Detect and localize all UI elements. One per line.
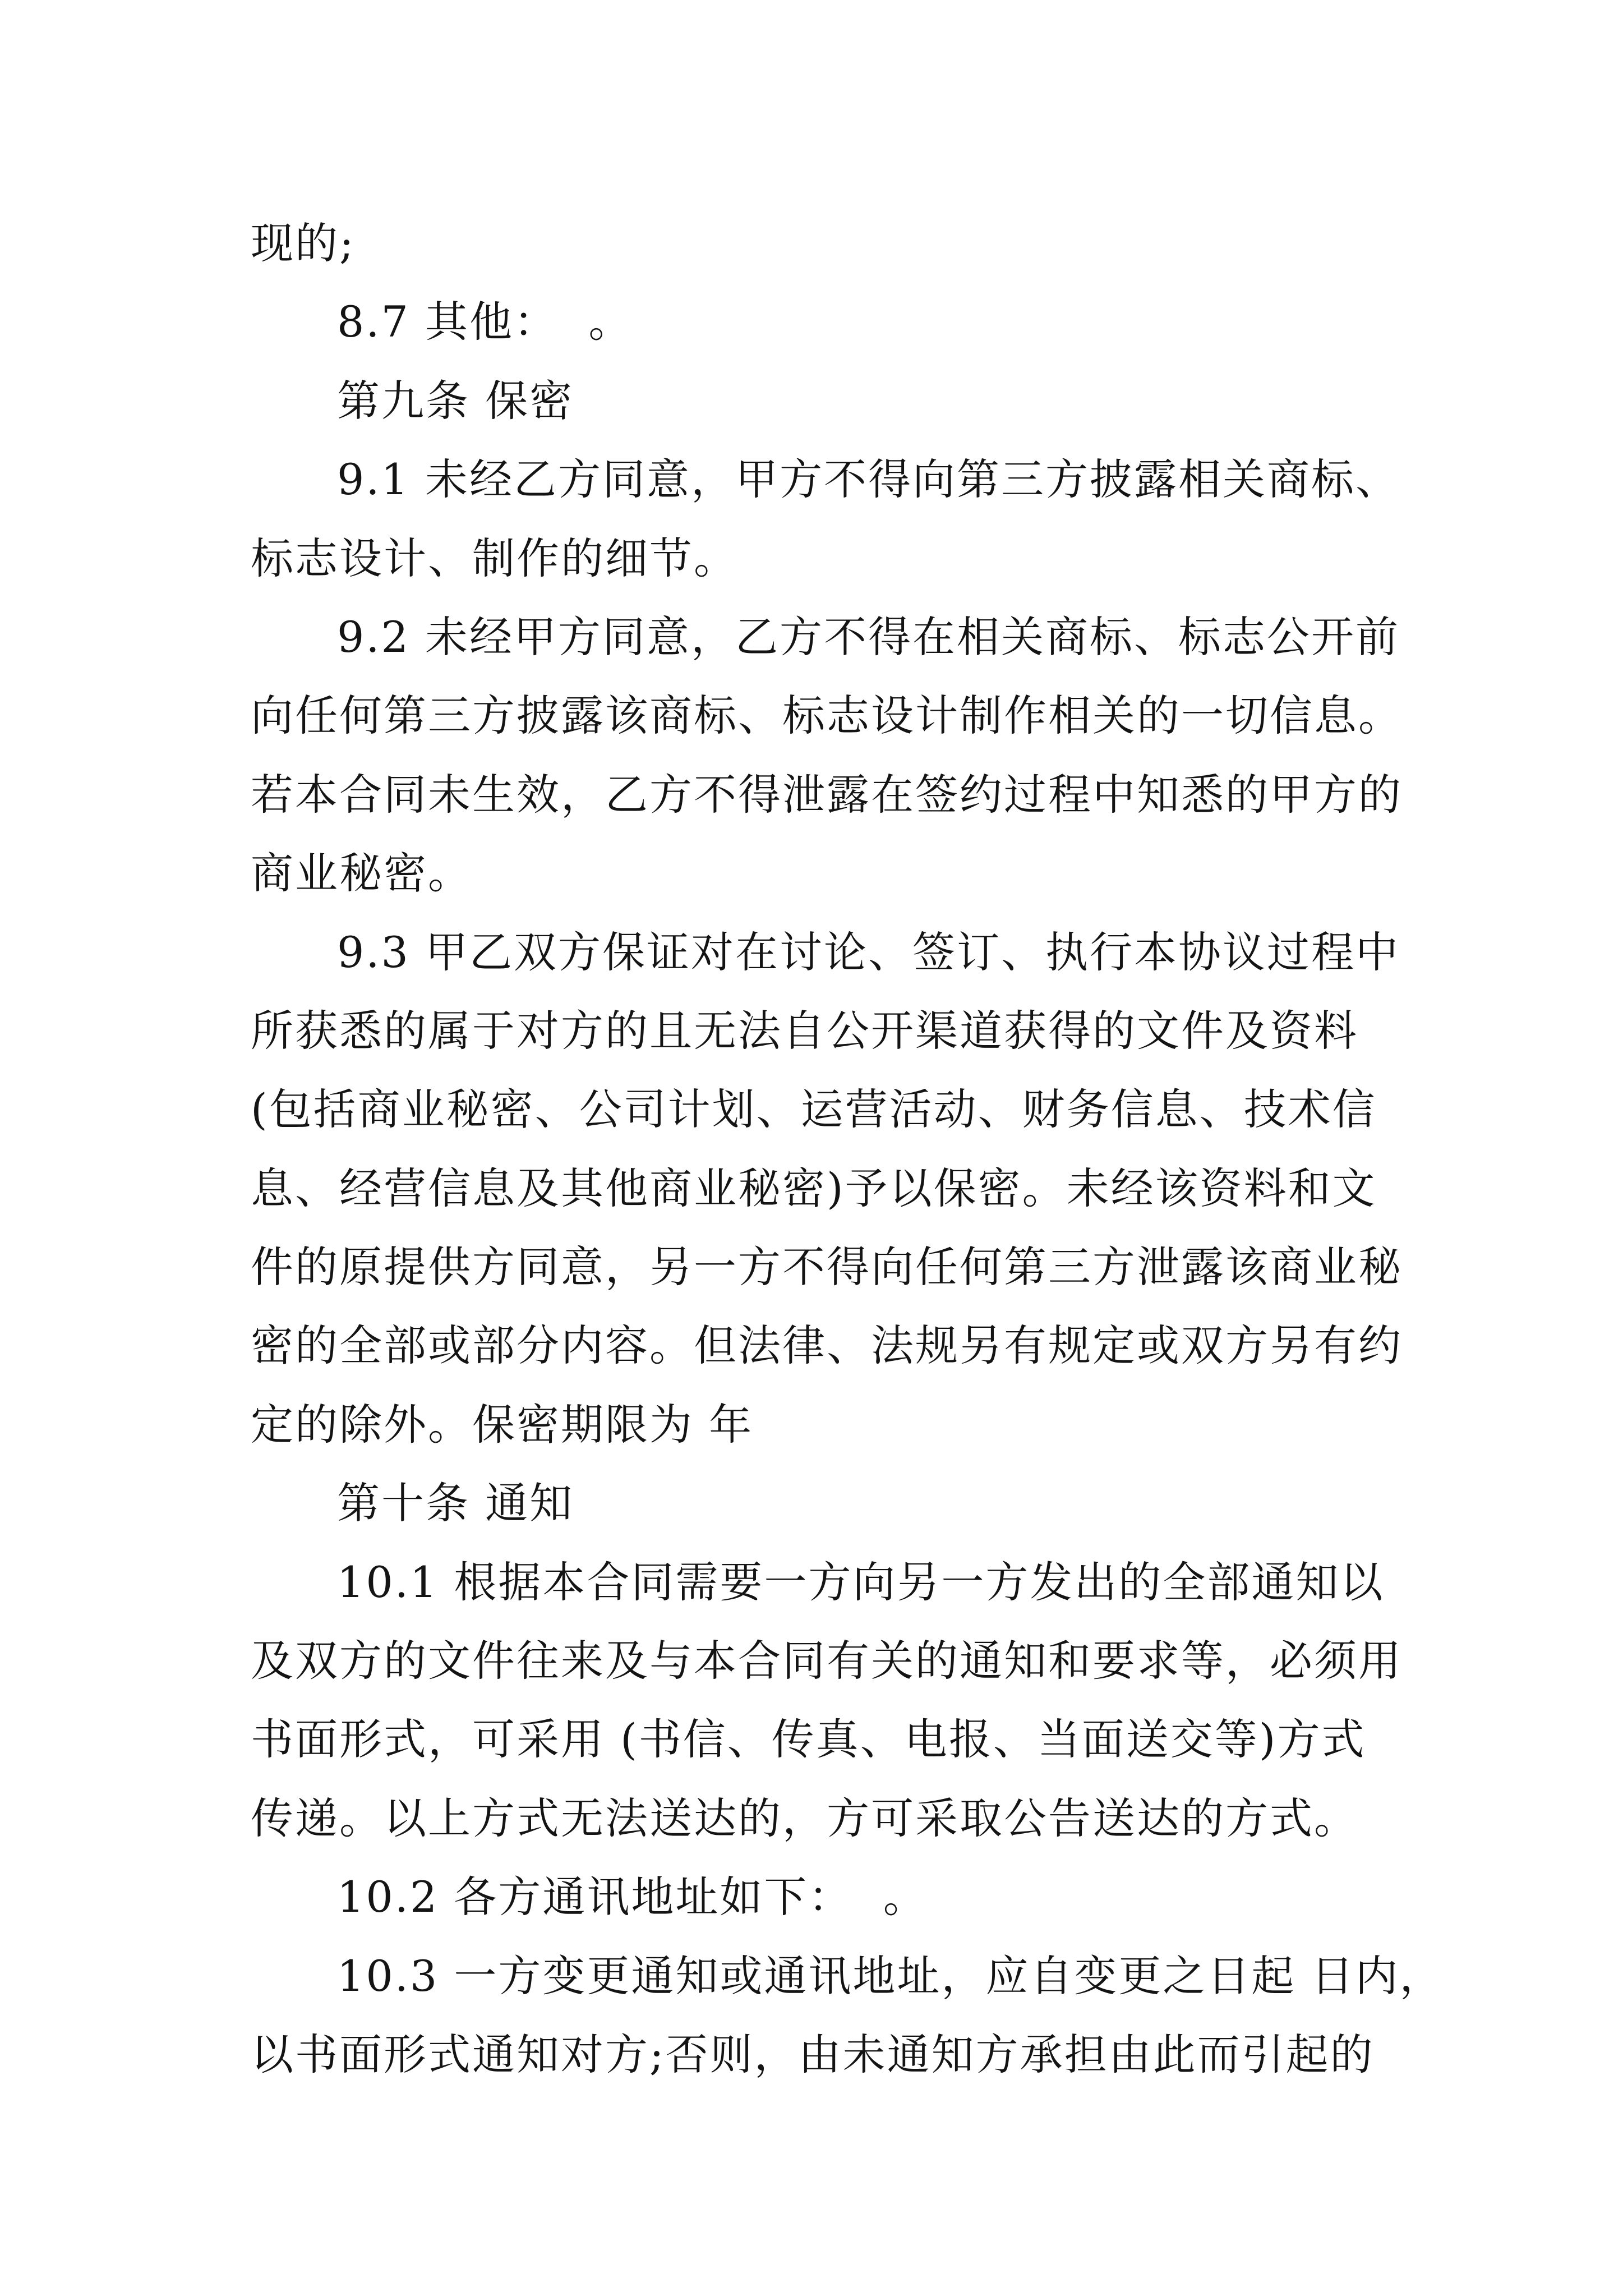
paragraph-line: 向任何第三方披露该商标、标志设计制作相关的一切信息。 [251, 691, 1403, 741]
paragraph-line: 以书面形式通知对方;否则，由未通知方承担由此而引起的 [251, 2029, 1375, 2079]
paragraph-line: 及双方的文件往来及与本合同有关的通知和要求等，必须用 [251, 1636, 1403, 1686]
clause-line: 8.7 其他： 。 [337, 297, 633, 347]
clause-line: 10.1 根据本合同需要一方向另一方发出的全部通知以 [337, 1557, 1385, 1607]
paragraph-line: 息、经营信息及其他商业秘密)予以保密。未经该资料和文 [251, 1163, 1377, 1213]
section-heading: 第十条 通知 [337, 1478, 574, 1529]
clause-line: 10.3 一方变更通知或通讯地址，应自变更之日起 日内， [337, 1950, 1444, 2001]
paragraph-line: 若本合同未生效，乙方不得泄露在签约过程中知悉的甲方的 [251, 769, 1403, 820]
paragraph-line: 现的; [251, 218, 356, 268]
document-body [251, 204, 1444, 2094]
clause-line: 9.1 未经乙方同意，甲方不得向第三方披露相关商标、 [337, 454, 1400, 505]
clause-line: 9.3 甲乙双方保证对在讨论、签订、执行本协议过程中 [337, 927, 1400, 977]
clause-line: 10.2 各方通讯地址如下： 。 [337, 1872, 928, 1922]
paragraph-line: 所获悉的属于对方的且无法自公开渠道获得的文件及资料 [251, 1005, 1358, 1056]
paragraph-line: 密的全部或部分内容。但法律、法规另有规定或双方另有约 [251, 1320, 1403, 1371]
section-heading: 第九条 保密 [337, 375, 574, 426]
paragraph-line: 书面形式，可采用 (书信、传真、电报、当面送交等)方式 [251, 1714, 1366, 1765]
paragraph-line: 标志设计、制作的细节。 [251, 533, 738, 583]
paragraph-line: 件的原提供方同意，另一方不得向任何第三方泄露该商业秘 [251, 1242, 1403, 1292]
paragraph-line: 传递。以上方式无法送达的，方可采取公告送达的方式。 [251, 1793, 1358, 1843]
clause-line: 9.2 未经甲方同意，乙方不得在相关商标、标志公开前 [337, 611, 1400, 662]
paragraph-line: 商业秘密。 [251, 848, 472, 899]
paragraph-line: 定的除外。保密期限为 年 [251, 1399, 754, 1450]
paragraph-line: (包括商业秘密、公司计划、运营活动、财务信息、技术信 [251, 1084, 1377, 1135]
